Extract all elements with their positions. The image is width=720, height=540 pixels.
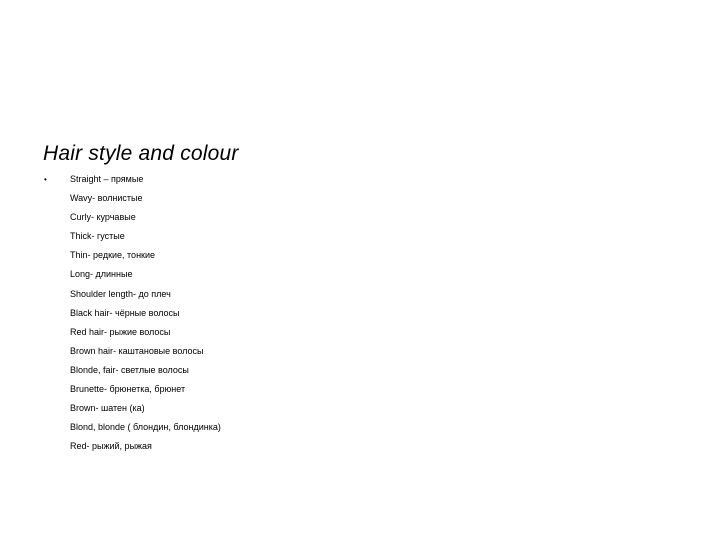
list-item-text: Thick- густые [70, 231, 125, 242]
list-item [0, 307, 720, 326]
list-item-text: Red hair- рыжие волосы [70, 326, 171, 337]
slide-title: Hair style and colour [43, 142, 239, 165]
list-item [0, 326, 720, 345]
list-item-text: Brown- шатен (ка) [70, 403, 145, 414]
list-item-text: Blonde, fair- светлые волосы [70, 364, 189, 375]
list-item [0, 249, 720, 268]
list-item [0, 230, 720, 249]
list-item [0, 402, 720, 421]
bullet-icon: • [44, 175, 47, 184]
list-item-text: Blond, blonde ( блондин, блондинка) [70, 422, 221, 433]
list-item [0, 421, 720, 440]
list-item [0, 364, 720, 383]
list-item [0, 440, 720, 459]
list-item [0, 268, 720, 287]
list-item-text: Red- рыжий, рыжая [70, 441, 152, 452]
list-item [0, 288, 720, 307]
list-item-text: Shoulder length- до плеч [70, 288, 171, 299]
list-item [0, 211, 720, 230]
list-item-text: Curly- курчавые [70, 212, 136, 223]
list-item [0, 383, 720, 402]
list-item-text: Straight – прямые [70, 174, 144, 184]
list-item [0, 173, 720, 192]
list-item-text: Wavy- волнистые [70, 193, 143, 204]
list-item-text: Brunette- брюнетка, брюнет [70, 384, 186, 395]
list-item-text: Long- длинные [70, 269, 133, 280]
list-item-text: Brown hair- каштановые волосы [70, 345, 204, 356]
list-item-text: Black hair- чёрные волосы [70, 307, 180, 318]
vocabulary-list [0, 173, 720, 459]
list-item-text: Thin- редкие, тонкие [70, 250, 156, 261]
list-item [0, 192, 720, 211]
list-item [0, 345, 720, 364]
